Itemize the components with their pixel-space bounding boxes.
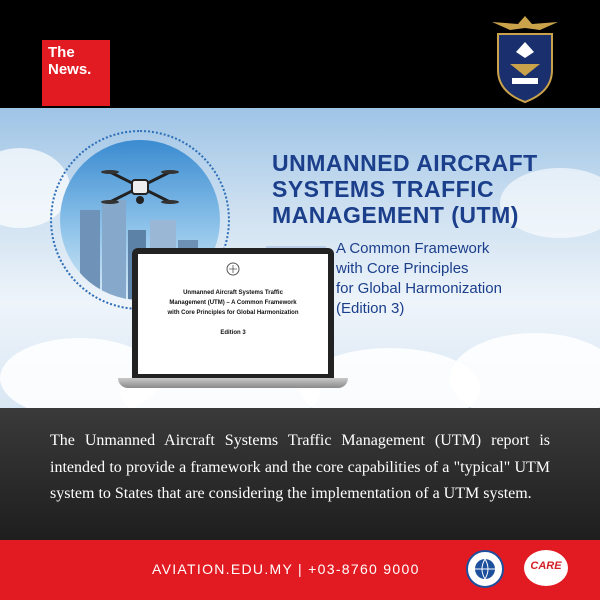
description-section — [0, 408, 600, 540]
globe-icon — [468, 552, 502, 586]
subtitle-line-2: with Core Principles — [336, 260, 469, 277]
laptop-illustration — [118, 248, 348, 408]
contact-info: AVIATION.EDU.MY | +03-8760 9000 — [152, 561, 420, 577]
subtitle-line-1: A Common Framework — [336, 240, 490, 257]
title-line-3: MANAGEMENT (UTM) — [272, 202, 519, 228]
subtitle-line-3: for Global Harmonization — [336, 280, 502, 297]
description-text: The Unmanned Aircraft Systems Traffic Management (UTM) report is intended to provide a framework and the core capabilities of a "typical" UTM system to States that are considering the implementation of a UTM system. — [50, 432, 550, 502]
badge-line-1: The — [48, 44, 75, 61]
banner-image — [0, 108, 600, 408]
title-line-1: UNMANNED AIRCRAFT — [272, 150, 538, 176]
doc-line-2: Management (UTM) – A Common Framework — [169, 300, 297, 306]
care-logo-text: CARE — [530, 560, 562, 572]
badge-line-2: News. — [48, 61, 92, 78]
header — [0, 0, 600, 108]
title-line-2: SYSTEMS TRAFFIC — [272, 176, 495, 202]
care-logo — [524, 550, 568, 586]
the-news-badge — [42, 40, 110, 106]
doc-line-1: Unmanned Aircraft Systems Traffic — [183, 290, 283, 296]
doc-line-4: Edition 3 — [220, 330, 246, 336]
drone-icon — [100, 162, 180, 222]
laptop-screen — [132, 248, 334, 380]
iata-logo — [466, 550, 504, 588]
subtitle-line-4: (Edition 3) — [336, 300, 405, 317]
icao-emblem-icon — [226, 262, 240, 276]
laptop-base — [118, 378, 348, 388]
doc-line-3: with Core Principles for Global Harmonization — [167, 310, 299, 316]
academy-crest-logo — [488, 12, 562, 104]
footer — [0, 540, 600, 600]
document-page — [138, 254, 328, 374]
